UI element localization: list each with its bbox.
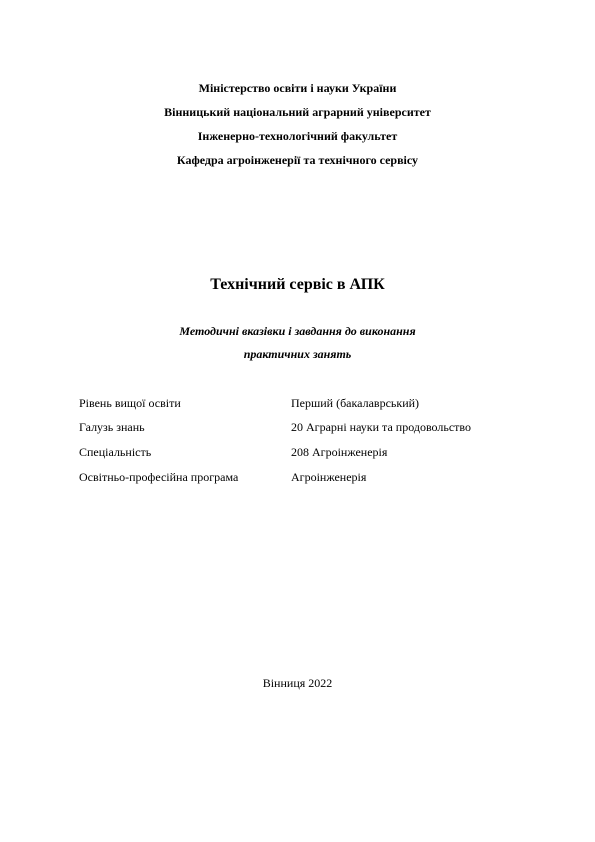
info-value: 20 Аграрні науки та продовольство bbox=[291, 420, 471, 434]
info-row-field-of-knowledge bbox=[79, 419, 539, 435]
subtitle-line-2: практичних занять bbox=[243, 347, 352, 361]
info-value: Агроінженерія bbox=[291, 470, 367, 484]
info-label: Галузь знань bbox=[79, 420, 145, 434]
info-value: Перший (бакалаврський) bbox=[291, 396, 420, 410]
info-label: Спеціальність bbox=[79, 445, 152, 459]
info-value: 208 Агроінженерія bbox=[291, 445, 388, 459]
info-row-education-level bbox=[79, 395, 539, 411]
department-line: Кафедра агроінженерії та технічного сервісу bbox=[176, 153, 419, 167]
university-line: Вінницький національний аграрний університет bbox=[164, 105, 431, 119]
info-label: Рівень вищої освіти bbox=[79, 396, 181, 410]
info-row-program bbox=[79, 469, 539, 485]
document-title: Технічний сервіс в АПК bbox=[210, 276, 385, 293]
info-row-specialty bbox=[79, 444, 539, 460]
ministry-line: Міністерство освіти і науки України bbox=[198, 81, 397, 95]
faculty-line: Інженерно-технологічний факультет bbox=[197, 129, 398, 143]
subtitle-line-1: Методичні вказівки і завдання до виконання bbox=[179, 324, 416, 338]
city-year: Вінниця 2022 bbox=[262, 676, 333, 690]
info-label: Освітньо-професійна програма bbox=[79, 470, 239, 484]
